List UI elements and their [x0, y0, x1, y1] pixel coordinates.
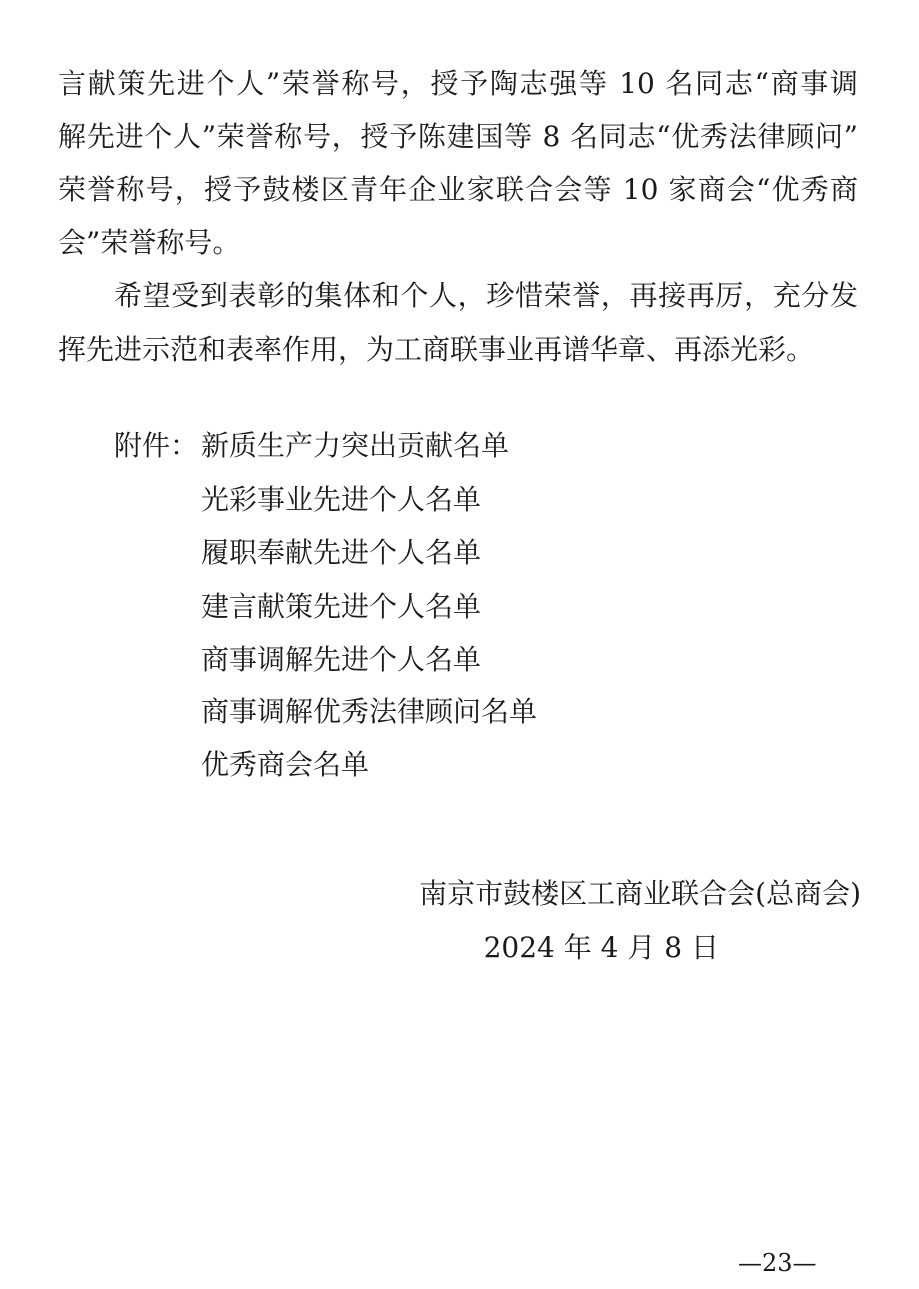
attachment-item: 优秀商会名单: [201, 748, 370, 781]
attachments-label: 附件：: [114, 429, 199, 462]
paragraph-1-line-4: 会”荣誉称号。: [58, 226, 241, 259]
attachment-item: 光彩事业先进个人名单: [201, 483, 482, 516]
paragraph-1-line-1: 言献策先进个人”荣誉称号，授予陶志强等 10 名同志“商事调: [58, 67, 858, 100]
signature-date: 2024 年 4 月 8 日: [483, 931, 719, 964]
paragraph-1-line-2: 解先进个人”荣誉称号，授予陈建国等 8 名同志“优秀法律顾问”: [58, 120, 858, 153]
attachment-item: 商事调解优秀法律顾问名单: [201, 695, 538, 728]
signature-organization: 南京市鼓楼区工商业联合会(总商会): [419, 877, 861, 910]
attachment-item: 新质生产力突出贡献名单: [201, 429, 510, 462]
paragraph-2-line-1: 希望受到表彰的集体和个人，珍惜荣誉，再接再厉，充分发: [114, 279, 858, 312]
paragraph-1-line-3: 荣誉称号，授予鼓楼区青年企业家联合会等 10 家商会“优秀商: [58, 173, 858, 206]
paragraph-2-line-2: 挥先进示范和表率作用，为工商联事业再谱华章、再添光彩。: [58, 333, 815, 366]
attachment-item: 建言献策先进个人名单: [201, 590, 482, 623]
attachment-item: 商事调解先进个人名单: [201, 643, 482, 676]
page-number: —23—: [738, 1249, 817, 1277]
attachment-item: 履职奉献先进个人名单: [201, 536, 482, 569]
